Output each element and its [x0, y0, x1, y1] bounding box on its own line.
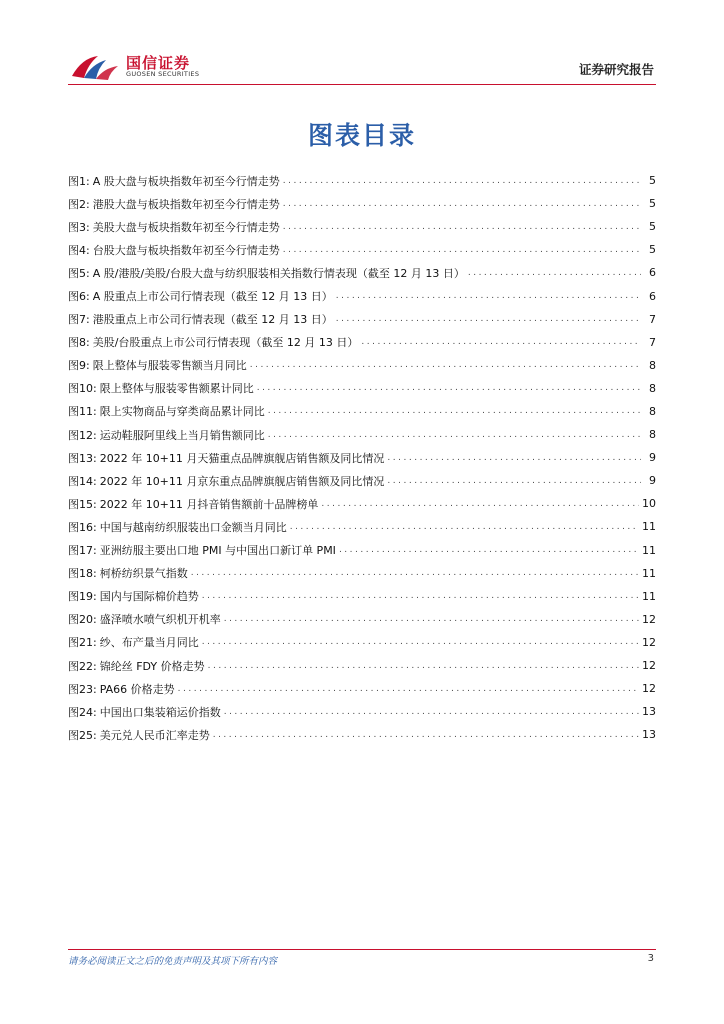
toc-figure-label: 图5:: [68, 266, 90, 280]
toc-entry[interactable]: [68, 723, 656, 746]
toc-figure-label: 图2:: [68, 197, 90, 211]
toc-entry[interactable]: [68, 238, 656, 261]
toc-figure-title: 盛泽喷水喷气织机开机率: [99, 613, 221, 627]
toc-entry[interactable]: [68, 515, 656, 538]
toc-page-number: 9: [649, 451, 656, 465]
toc-entry[interactable]: [68, 308, 656, 331]
toc-page-number: 5: [649, 174, 656, 188]
toc-entry[interactable]: [68, 631, 656, 654]
toc-figure-title: 国内与国际棉价趋势: [99, 590, 199, 604]
toc-leader-dots: [387, 453, 641, 463]
toc-figure-title: PA66 价格走势: [99, 682, 175, 696]
toc-page-number: 8: [649, 381, 656, 395]
toc-page-number: 6: [649, 289, 656, 303]
toc-page-number: 11: [642, 520, 656, 534]
toc-entry[interactable]: [68, 469, 656, 492]
toc-figure-label: 图12:: [68, 428, 97, 442]
toc-figure-label: 图13:: [68, 451, 97, 465]
page-header: [68, 46, 656, 86]
disclaimer: 请务必阅读正文之后的免责声明及其项下所有内容: [68, 956, 278, 967]
toc-page-number: 13: [642, 705, 656, 719]
toc-figure-title: 亚洲纺服主要出口地 PMI 与中国出口新订单 PMI: [99, 544, 336, 558]
toc-page-number: 5: [649, 220, 656, 234]
toc-page-number: 8: [649, 428, 656, 442]
toc-entry[interactable]: [68, 539, 656, 562]
toc-entry[interactable]: [68, 677, 656, 700]
toc-figure-title: A 股大盘与板块指数年初至今行情走势: [92, 174, 280, 188]
toc-figure-label: 图4:: [68, 243, 90, 257]
toc-entry[interactable]: [68, 284, 656, 307]
toc-leader-dots: [387, 476, 641, 486]
toc-figure-label: 图10:: [68, 382, 97, 396]
toc-figure-label: 图24:: [68, 705, 97, 719]
toc-leader-dots: [224, 707, 639, 717]
toc-figure-title: 2022 年 10+11 月京东重点品牌旗舰店销售额及同比情况: [99, 474, 385, 488]
toc-figure-title: 限上整体与服装零售额当月同比: [92, 359, 247, 373]
toc-figure-label: 图3:: [68, 220, 90, 234]
guosen-logo-icon: [68, 52, 128, 82]
toc-figure-title: 2022 年 10+11 月抖音销售额前十品牌榜单: [99, 497, 319, 511]
toc-leader-dots: [283, 222, 641, 232]
toc-figure-label: 图15:: [68, 497, 97, 511]
toc-page-number: 12: [642, 635, 656, 649]
toc-entry[interactable]: [68, 700, 656, 723]
toc-entry[interactable]: [68, 423, 656, 446]
toc-leader-dots: [336, 291, 641, 301]
toc-figure-label: 图6:: [68, 290, 90, 304]
toc-leader-dots: [250, 360, 641, 370]
toc-entry[interactable]: [68, 261, 656, 284]
toc-leader-dots: [224, 614, 639, 624]
toc-leader-dots: [213, 730, 639, 740]
toc-entry[interactable]: [68, 562, 656, 585]
toc-figure-title: 限上实物商品与穿类商品累计同比: [99, 405, 265, 419]
toc-figure-title: 限上整体与服装零售额累计同比: [99, 382, 254, 396]
toc-leader-dots: [268, 430, 641, 440]
page-title: 图表目录: [307, 121, 416, 150]
footer-divider: [68, 949, 656, 950]
toc-page-number: 12: [642, 612, 656, 626]
toc-figure-title: 台股大盘与板块指数年初至今行情走势: [92, 243, 280, 257]
toc-figure-label: 图17:: [68, 544, 97, 558]
toc-entry[interactable]: [68, 215, 656, 238]
toc-page-number: 8: [649, 358, 656, 372]
toc-entry[interactable]: [68, 608, 656, 631]
toc-page-number: 5: [649, 197, 656, 211]
toc-leader-dots: [290, 522, 639, 532]
toc-leader-dots: [339, 545, 639, 555]
toc-figure-title: 美股大盘与板块指数年初至今行情走势: [92, 220, 280, 234]
toc-figure-title: 美股/台股重点上市公司行情表现（截至 12 月 13 日）: [92, 336, 359, 350]
toc-figure-label: 图7:: [68, 313, 90, 327]
toc-page-number: 7: [649, 312, 656, 326]
toc-entry[interactable]: [68, 446, 656, 469]
toc-leader-dots: [283, 176, 641, 186]
toc-figure-label: 图20:: [68, 613, 97, 627]
toc-leader-dots: [468, 268, 641, 278]
toc-leader-dots: [283, 245, 641, 255]
toc-entry[interactable]: [68, 354, 656, 377]
toc-leader-dots: [191, 568, 639, 578]
toc-page-number: 12: [642, 682, 656, 696]
toc-entry[interactable]: [68, 377, 656, 400]
toc-page-number: 13: [642, 728, 656, 742]
report-type: 证券研究报告: [578, 62, 654, 77]
toc-leader-dots: [268, 406, 641, 416]
toc-figure-label: 图21:: [68, 636, 97, 650]
toc-figure-label: 图11:: [68, 405, 97, 419]
toc-entry[interactable]: [68, 654, 656, 677]
toc-leader-dots: [321, 499, 639, 509]
toc-page-number: 12: [642, 659, 656, 673]
header-divider: [68, 84, 656, 85]
toc-figure-title: 2022 年 10+11 月天猫重点品牌旗舰店销售额及同比情况: [99, 451, 385, 465]
toc-leader-dots: [283, 199, 641, 209]
toc-leader-dots: [178, 684, 639, 694]
toc-figure-label: 图18:: [68, 567, 97, 581]
toc-figure-title: 中国与越南纺织服装出口金额当月同比: [99, 520, 287, 534]
toc-page-number: 7: [649, 335, 656, 349]
toc-page-number: 8: [649, 404, 656, 418]
toc-entry[interactable]: [68, 400, 656, 423]
toc-figure-title: 运动鞋服阿里线上当月销售额同比: [99, 428, 265, 442]
toc-leader-dots: [208, 661, 639, 671]
toc-entry[interactable]: [68, 492, 656, 515]
toc-entry[interactable]: [68, 331, 656, 354]
toc-figure-label: 图16:: [68, 520, 97, 534]
figure-list: [68, 169, 656, 746]
toc-page-number: 11: [642, 566, 656, 580]
toc-figure-title: 柯桥纺织景气指数: [99, 567, 188, 581]
toc-figure-label: 图19:: [68, 590, 97, 604]
toc-page-number: 11: [642, 589, 656, 603]
toc-figure-label: 图14:: [68, 474, 97, 488]
toc-entry[interactable]: [68, 192, 656, 215]
toc-leader-dots: [202, 591, 639, 601]
toc-figure-label: 图23:: [68, 682, 97, 696]
toc-figure-label: 图8:: [68, 336, 90, 350]
toc-figure-title: A 股/港股/美股/台股大盘与纺织服装相关指数行情表现（截至 12 月 13 日）: [92, 266, 465, 280]
brand-name-en: GUOSEN SECURITIES: [126, 70, 200, 78]
toc-figure-title: 锦纶丝 FDY 价格走势: [99, 659, 205, 673]
toc-page-number: 11: [642, 543, 656, 557]
toc-figure-title: 美元兑人民币汇率走势: [99, 728, 210, 742]
toc-leader-dots: [257, 383, 641, 393]
toc-page-number: 6: [649, 266, 656, 280]
toc-entry[interactable]: [68, 585, 656, 608]
toc-leader-dots: [336, 314, 641, 324]
toc-figure-title: 港股大盘与板块指数年初至今行情走势: [92, 197, 280, 211]
toc-page-number: 9: [649, 474, 656, 488]
toc-figure-title: A 股重点上市公司行情表现（截至 12 月 13 日）: [92, 290, 333, 304]
toc-figure-label: 图25:: [68, 728, 97, 742]
toc-page-number: 10: [642, 497, 656, 511]
toc-figure-title: 港股重点上市公司行情表现（截至 12 月 13 日）: [92, 313, 333, 327]
toc-leader-dots: [361, 337, 641, 347]
toc-figure-label: 图9:: [68, 359, 90, 373]
toc-figure-label: 图1:: [68, 174, 90, 188]
toc-page-number: 5: [649, 243, 656, 257]
toc-figure-label: 图22:: [68, 659, 97, 673]
toc-entry[interactable]: [68, 169, 656, 192]
page-number: 3: [647, 953, 654, 964]
brand-name-cn: 国信证券: [126, 54, 191, 72]
toc-figure-title: 纱、布产量当月同比: [99, 636, 199, 650]
toc-leader-dots: [202, 637, 639, 647]
toc-figure-title: 中国出口集装箱运价指数: [99, 705, 221, 719]
